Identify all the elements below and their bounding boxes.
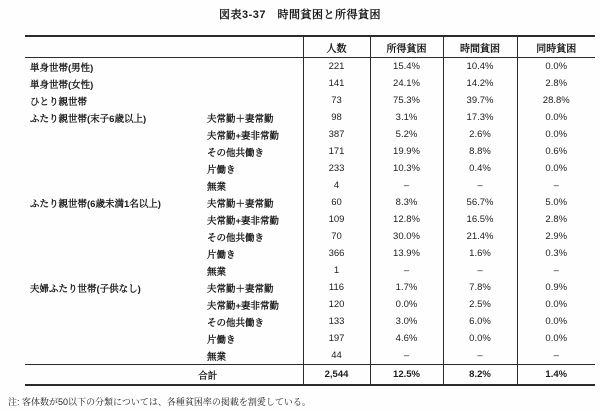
subcategory-label: 夫常勤+妻非常勤 — [207, 215, 280, 227]
time-poverty-value: 1.6% — [443, 245, 517, 262]
count-value: 73 — [303, 92, 370, 109]
table-row — [25, 347, 595, 365]
table-header — [25, 36, 595, 58]
category-label — [25, 262, 205, 279]
category-label: ふたり親世帯(6歳未満1名以上) — [30, 198, 161, 210]
category-label — [25, 313, 205, 330]
subcategory-label: 片働き — [207, 249, 236, 261]
income-poverty-value: 1.7% — [370, 279, 443, 296]
table-row — [25, 245, 595, 262]
total-simultaneous-poverty: 1.4% — [517, 365, 595, 386]
income-poverty-value: 0.0% — [370, 296, 443, 313]
income-poverty-value: 3.1% — [370, 109, 443, 126]
income-poverty-value: 75.3% — [370, 92, 443, 109]
income-poverty-value: 4.6% — [370, 330, 443, 347]
total-row — [25, 365, 595, 386]
count-value: 98 — [303, 109, 370, 126]
subcategory-label: 夫常勤＋妻常勤 — [207, 113, 274, 125]
time-poverty-value: 10.4% — [443, 58, 517, 76]
time-poverty-value: 0.4% — [443, 160, 517, 177]
time-poverty-value: 39.7% — [443, 92, 517, 109]
simultaneous-poverty-value: 0.0% — [517, 330, 595, 347]
subcategory-label: 片働き — [207, 334, 236, 346]
income-poverty-value: 5.2% — [370, 126, 443, 143]
table-row — [25, 279, 595, 296]
category-label — [25, 296, 205, 313]
table-row — [25, 177, 595, 194]
count-value: 109 — [303, 211, 370, 228]
subcategory-label — [205, 58, 303, 76]
subcategory-label: 無業 — [207, 181, 227, 193]
table-row — [25, 228, 595, 245]
category-label — [25, 160, 205, 177]
table-row — [25, 160, 595, 177]
income-poverty-value: 15.4% — [370, 58, 443, 76]
category-label — [25, 228, 205, 245]
category-label: ひとり親世帯 — [30, 96, 88, 108]
total-label: 合計 — [25, 365, 303, 386]
simultaneous-poverty-value: 2.9% — [517, 228, 595, 245]
time-poverty-value: 56.7% — [443, 194, 517, 211]
header-count: 人数 — [303, 36, 370, 58]
table-row — [25, 211, 595, 228]
time-poverty-value: – — [443, 177, 517, 194]
time-poverty-value: – — [443, 347, 517, 365]
simultaneous-poverty-value: 28.8% — [517, 92, 595, 109]
total-income-poverty: 12.5% — [370, 365, 443, 386]
simultaneous-poverty-value: 0.0% — [517, 109, 595, 126]
simultaneous-poverty-value: 2.8% — [517, 75, 595, 92]
subcategory-label: 片働き — [207, 164, 236, 176]
table-body — [25, 58, 595, 386]
count-value: 233 — [303, 160, 370, 177]
table-row — [25, 296, 595, 313]
subcategory-label — [205, 75, 303, 92]
time-poverty-value: 0.0% — [443, 330, 517, 347]
time-poverty-value: 2.6% — [443, 126, 517, 143]
time-poverty-value: 16.5% — [443, 211, 517, 228]
time-poverty-value: 21.4% — [443, 228, 517, 245]
income-poverty-value: 8.3% — [370, 194, 443, 211]
subcategory-label: 無業 — [207, 266, 227, 278]
time-poverty-value: 2.5% — [443, 296, 517, 313]
income-poverty-value: 12.8% — [370, 211, 443, 228]
time-poverty-value: 8.8% — [443, 143, 517, 160]
simultaneous-poverty-value: – — [517, 177, 595, 194]
simultaneous-poverty-value: 2.8% — [517, 211, 595, 228]
income-poverty-value: 3.0% — [370, 313, 443, 330]
simultaneous-poverty-value: 0.9% — [517, 279, 595, 296]
time-poverty-value: – — [443, 262, 517, 279]
table-row — [25, 75, 595, 92]
subcategory-label: 夫常勤+妻非常勤 — [207, 300, 280, 312]
count-value: 70 — [303, 228, 370, 245]
count-value: 44 — [303, 347, 370, 365]
table-row — [25, 126, 595, 143]
time-poverty-value: 6.0% — [443, 313, 517, 330]
total-time-poverty: 8.2% — [443, 365, 517, 386]
table-row — [25, 330, 595, 347]
header-label-spacer — [25, 36, 303, 58]
subcategory-label: その他共働き — [207, 317, 265, 329]
count-value: 120 — [303, 296, 370, 313]
table-row — [25, 109, 595, 126]
category-label: ふたり親世帯(末子6歳以上) — [30, 113, 147, 125]
category-label — [25, 347, 205, 365]
total-count: 2,544 — [303, 365, 370, 386]
time-poverty-value: 17.3% — [443, 109, 517, 126]
count-value: 171 — [303, 143, 370, 160]
simultaneous-poverty-value: 0.6% — [517, 143, 595, 160]
income-poverty-value: 19.9% — [370, 143, 443, 160]
table-row — [25, 313, 595, 330]
table-row — [25, 262, 595, 279]
table-row — [25, 143, 595, 160]
subcategory-label — [205, 92, 303, 109]
income-poverty-value: 10.3% — [370, 160, 443, 177]
figure-title: 図表3-37 時間貧困と所得貧困 — [218, 9, 381, 21]
income-poverty-value: 24.1% — [370, 75, 443, 92]
simultaneous-poverty-value: 0.0% — [517, 160, 595, 177]
table-footnote: 注: 客体数が50以下の分類については、各種貧困率の掲載を割愛している。 — [8, 397, 311, 407]
category-label: 夫婦ふたり世帯(子供なし) — [30, 283, 141, 295]
header-simultaneous-poverty: 同時貧困 — [517, 36, 595, 58]
income-poverty-value: – — [370, 347, 443, 365]
count-value: 221 — [303, 58, 370, 76]
time-poverty-value: 14.2% — [443, 75, 517, 92]
category-label: 単身世帯(女性) — [30, 79, 94, 91]
category-label — [25, 177, 205, 194]
simultaneous-poverty-value: – — [517, 347, 595, 365]
category-label — [25, 211, 205, 228]
income-poverty-value: – — [370, 262, 443, 279]
subcategory-label: 無業 — [207, 351, 227, 363]
category-label — [25, 143, 205, 160]
category-label — [25, 245, 205, 262]
count-value: 141 — [303, 75, 370, 92]
simultaneous-poverty-value: 0.0% — [517, 296, 595, 313]
simultaneous-poverty-value: – — [517, 262, 595, 279]
simultaneous-poverty-value: 0.0% — [517, 313, 595, 330]
simultaneous-poverty-value: 0.3% — [517, 245, 595, 262]
header-time-poverty: 時間貧困 — [443, 36, 517, 58]
category-label — [25, 126, 205, 143]
time-poverty-value: 7.8% — [443, 279, 517, 296]
count-value: 133 — [303, 313, 370, 330]
header-row — [25, 36, 595, 58]
simultaneous-poverty-value: 5.0% — [517, 194, 595, 211]
count-value: 387 — [303, 126, 370, 143]
table-row — [25, 92, 595, 109]
count-value: 197 — [303, 330, 370, 347]
poverty-table — [25, 35, 595, 386]
count-value: 1 — [303, 262, 370, 279]
income-poverty-value: – — [370, 177, 443, 194]
count-value: 366 — [303, 245, 370, 262]
category-label — [25, 330, 205, 347]
category-label: 単身世帯(男性) — [30, 62, 94, 74]
simultaneous-poverty-value: 0.0% — [517, 58, 595, 76]
count-value: 116 — [303, 279, 370, 296]
income-poverty-value: 30.0% — [370, 228, 443, 245]
subcategory-label: 夫常勤＋妻常勤 — [207, 283, 274, 295]
header-income-poverty: 所得貧困 — [370, 36, 443, 58]
count-value: 4 — [303, 177, 370, 194]
table-row — [25, 194, 595, 211]
subcategory-label: その他共働き — [207, 147, 265, 159]
subcategory-label: 夫常勤＋妻常勤 — [207, 198, 274, 210]
count-value: 60 — [303, 194, 370, 211]
income-poverty-value: 13.9% — [370, 245, 443, 262]
table-row — [25, 58, 595, 76]
simultaneous-poverty-value: 0.0% — [517, 126, 595, 143]
subcategory-label: その他共働き — [207, 232, 265, 244]
subcategory-label: 夫常勤+妻非常勤 — [207, 130, 280, 142]
